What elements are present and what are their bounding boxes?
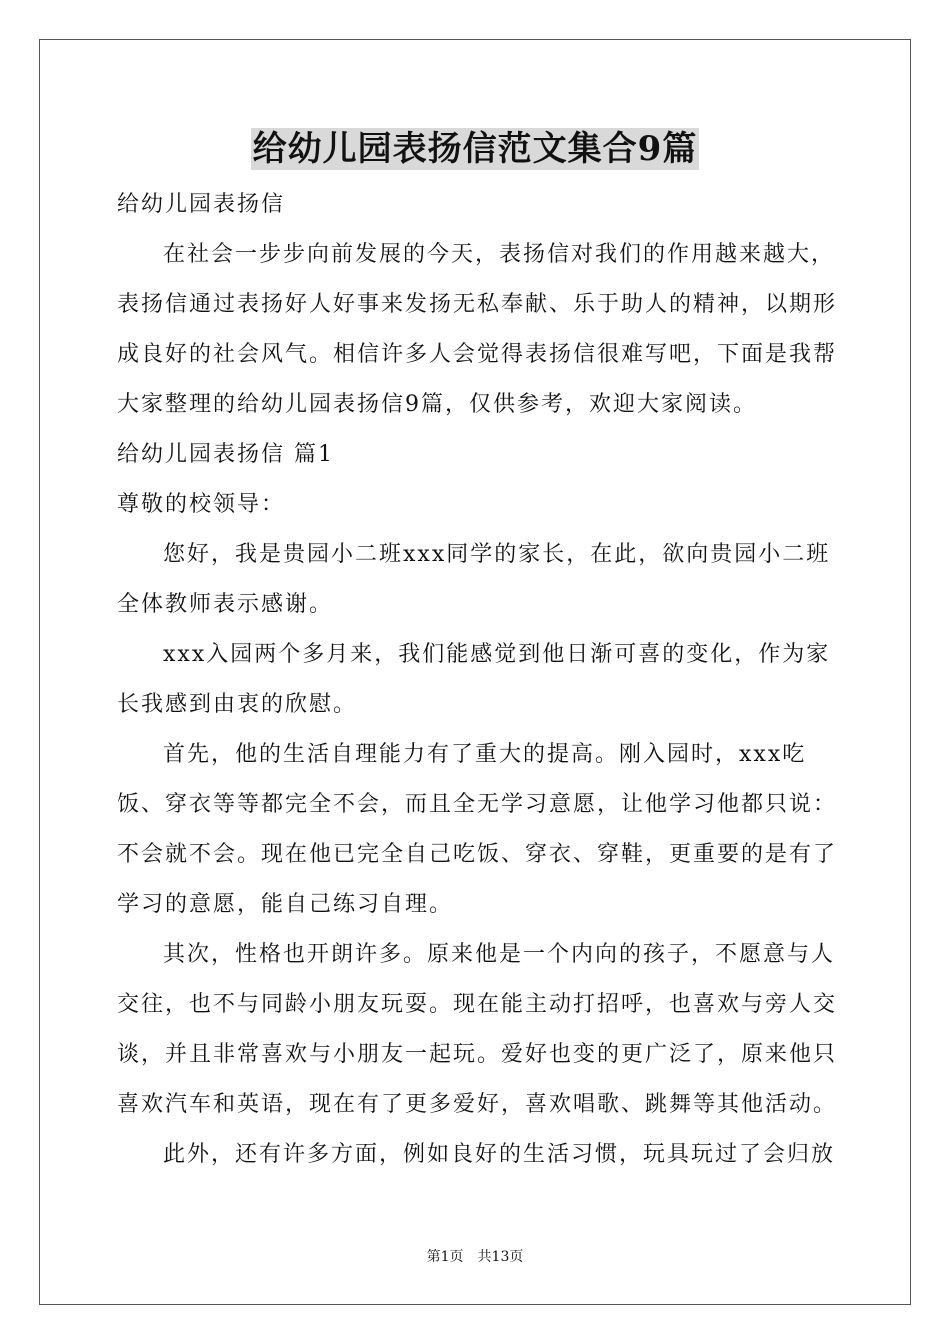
section-heading: 给幼儿园表扬信 篇1 [117,442,334,467]
subtitle: 给幼儿园表扬信 [117,192,286,217]
body-paragraph: 其次，性格也开朗许多。原来他是一个内向的孩子，不愿意与人交往，也不与同龄小朋友玩耍。现在能主动打招呼，也喜欢与旁人交谈，并且非常喜欢与小朋友一起玩。爱好也变的更广泛了，原来他只喜欢汽车和英语，现在有了更多爱好，喜欢唱歌、跳舞等其他活动。 [117,942,838,1117]
body-paragraph: 此外，还有许多方面，例如良好的生活习惯，玩具玩过了会归放 [163,1142,836,1167]
salutation: 尊敬的校领导： [117,492,286,517]
body-paragraph: 首先，他的生活自理能力有了重大的提高。刚入园时，xxx吃饭、穿衣等等都完全不会，而且全无学习意愿，让他学习他都只说：不会就不会。现在他已完全自己吃饭、穿衣、穿鞋，更重要的是有了学习的意愿，能自己练习自理。 [117,742,838,917]
body-paragraph: xxx入园两个多月来，我们能感觉到他日渐可喜的变化，作为家长我感到由衷的欣慰。 [117,642,831,717]
body-paragraph: 您好，我是贵园小二班xxx同学的家长，在此，欲向贵园小二班全体教师表示感谢。 [117,542,831,617]
title-container [0,128,950,170]
document-body [117,180,837,1180]
document-title: 给幼儿园表扬信范文集合9篇 [252,129,698,169]
page-footer: 第1页 共13页 [426,1249,524,1265]
intro-paragraph: 在社会一步步向前发展的今天，表扬信对我们的作用越来越大，表扬信通过表扬好人好事来发扬无私奉献、乐于助人的精神，以期形成良好的社会风气。相信许多人会觉得表扬信很难写吧，下面是我帮大家整理的给幼儿园表扬信9篇，仅供参考，欢迎大家阅读。 [117,242,838,417]
